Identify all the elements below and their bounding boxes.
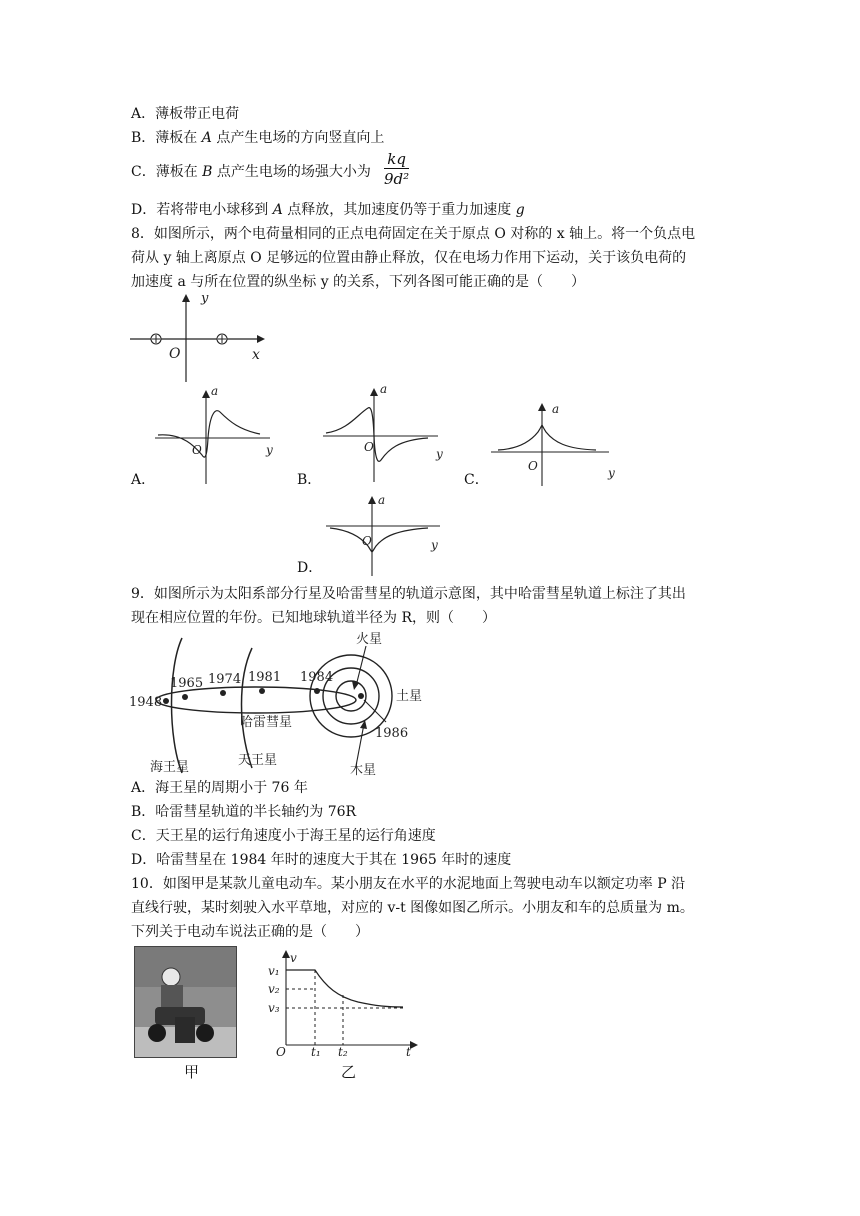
year-1984: 1984 [300, 670, 334, 685]
graph-v-label: v [290, 951, 297, 965]
graph-a-a-label: a [211, 384, 219, 398]
graph-d-a-label: a [378, 493, 386, 507]
setup-x-label: x [252, 347, 260, 363]
graph-v2-label: v₂ [268, 982, 280, 996]
graph-t1-label: t₁ [311, 1045, 321, 1059]
q9-stem-line1: 9．如图所示为太阳系部分行星及哈雷彗星的轨道示意图，其中哈雷彗星轨道上标注了其出 [131, 586, 686, 602]
q10-stem-line1: 10．如图甲是某款儿童电动车。某小朋友在水平的水泥地面上驾驶电动车以额定功率 P 沿 [131, 876, 686, 892]
graph-v1-label: v₁ [268, 964, 280, 978]
q9-option-c: C．天王星的运行角速度小于海王星的运行角速度 [131, 828, 436, 844]
q8-option-b-label: B． [297, 472, 322, 488]
q7-option-b: B．薄板在 A 点产生电场的方向竖直向上 [131, 130, 385, 146]
graph-b-origin-label: O [364, 440, 374, 454]
graph-b-y-label: y [436, 447, 443, 461]
graph-origin-label: O [276, 1045, 286, 1059]
q10-stem-line2: 直线行驶，某时刻驶入水平草地，对应的 v-t 图像如图乙所示。小朋友和车的总质量为 m。 [131, 900, 694, 916]
year-1981: 1981 [248, 670, 282, 685]
graph-c-a-label: a [552, 402, 560, 416]
q9-orbit-diagram [128, 628, 428, 776]
q8-graph-a [150, 384, 290, 484]
graph-d-y-label: y [431, 538, 438, 552]
q7-option-a: A．薄板带正电荷 [131, 106, 240, 122]
label-saturn: 土星 [396, 689, 423, 704]
q8-stem-line3: 加速度 a 与所在位置的纵坐标 y 的关系，下列各图可能正确的是（ ） [131, 274, 586, 290]
label-mars: 火星 [356, 632, 383, 647]
caption-yi: 乙 [341, 1063, 357, 1081]
year-1974: 1974 [208, 672, 242, 687]
graph-c-origin-label: O [528, 459, 538, 473]
q8-stem-line2: 荷从 y 轴上离原点 O 足够远的位置由静止释放，仅在电场力作用下运动，关于该负电荷的 [131, 250, 687, 266]
q9-stem-line2: 现在相应位置的年份。已知地球轨道半径为 R，则（ ） [131, 610, 496, 626]
q9-option-a: A．海王星的周期小于 76 年 [131, 780, 308, 796]
q10-stem-line3: 下列关于电动车说法正确的是（ ） [131, 924, 369, 940]
q8-setup-diagram [125, 290, 275, 390]
label-neptune: 海王星 [150, 760, 190, 775]
graph-b-a-label: a [380, 382, 388, 396]
graph-t2-label: t₂ [338, 1045, 348, 1059]
q8-stem-line1: 8．如图所示，两个电荷量相同的正点电荷固定在关于原点 O 对称的 x 轴上。将一个负点电 [131, 226, 696, 242]
fraction-numerator: kq [384, 150, 409, 169]
setup-y-label: y [201, 291, 209, 306]
graph-t-label: t [406, 1045, 411, 1059]
fraction-denominator: 9d² [384, 170, 410, 188]
q9-option-d: D．哈雷彗星在 1984 年时的速度大于其在 1965 年时的速度 [131, 852, 512, 868]
q8-option-a-label: A． [131, 472, 156, 488]
graph-a-y-label: y [266, 443, 273, 457]
year-1986: 1986 [375, 726, 409, 741]
setup-origin-label: O [169, 346, 181, 362]
label-jupiter: 木星 [350, 763, 377, 778]
q8-graph-c [486, 398, 626, 488]
label-halley: 哈雷彗星 [240, 715, 293, 730]
graph-d-origin-label: O [362, 534, 372, 548]
year-1948: 1948 [129, 695, 163, 710]
q8-graph-b [318, 382, 458, 482]
graph-a-origin-label: O [192, 443, 202, 457]
q9-option-b: B．哈雷彗星轨道的半长轴约为 76R [131, 804, 357, 820]
graph-v3-label: v₃ [268, 1001, 280, 1015]
label-uranus: 天王星 [238, 753, 278, 768]
year-1965: 1965 [170, 676, 204, 691]
q8-option-c-label: C． [464, 472, 489, 488]
q7-option-d: D．若将带电小球移到 A 点释放，其加速度仍等于重力加速度 g [131, 202, 525, 218]
child-electric-car-photo [134, 946, 237, 1058]
q10-vt-graph [268, 945, 428, 1060]
q7-option-c-fraction [384, 150, 409, 189]
graph-c-y-label: y [608, 466, 615, 480]
q7-option-c: C．薄板在 B 点产生电场的场强大小为 [131, 164, 371, 180]
caption-jia: 甲 [184, 1063, 200, 1081]
q8-option-d-label: D． [297, 560, 323, 576]
q8-graph-d [318, 490, 458, 576]
